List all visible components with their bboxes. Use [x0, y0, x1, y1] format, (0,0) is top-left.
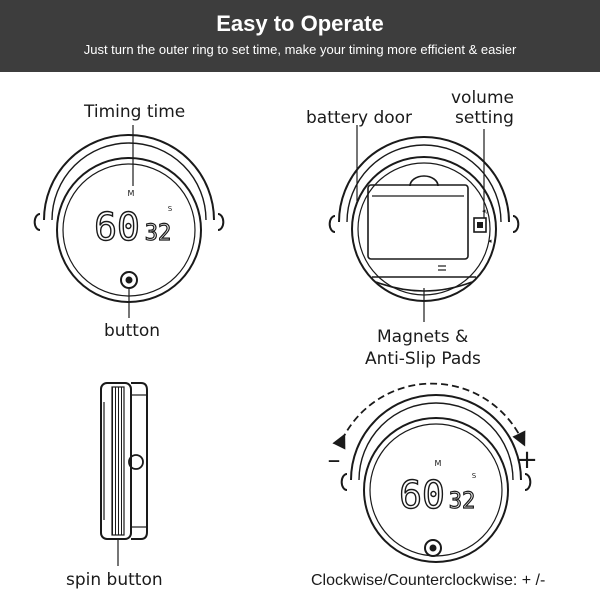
rotate-seconds-unit: S — [471, 472, 477, 480]
volume-setting-label-line2: setting — [455, 108, 514, 128]
rotate-seconds-display: 32 — [448, 489, 476, 514]
rotate-minutes-unit: M — [434, 459, 442, 468]
volume-high-icon: ◂) — [482, 207, 489, 215]
spin-button-label: spin button — [66, 570, 163, 590]
volume-setting-label-line1: volume — [451, 88, 514, 108]
plus-sign: + — [516, 445, 538, 475]
front-seconds-unit: S — [167, 205, 173, 213]
magnets-label-line1: Magnets & — [377, 327, 469, 347]
rotate-minutes-display: 60 — [399, 473, 445, 517]
knurled-ring[interactable] — [112, 387, 124, 535]
front-minutes-unit: M — [127, 189, 135, 198]
magnets-label-line2: Anti-Slip Pads — [365, 349, 481, 369]
battery-door-label: battery door — [306, 108, 413, 128]
timing-time-label: Timing time — [84, 102, 186, 122]
volume-low-icon: ◂ — [488, 237, 492, 245]
back-view-timer — [330, 125, 519, 322]
front-button-dot[interactable] — [126, 277, 133, 284]
page-subtitle: Just turn the outer ring to set time, make your timing more efficient & easier — [83, 42, 517, 57]
rotation-caption: Clockwise/Counterclockwise: + /- — [311, 572, 546, 589]
button-label: button — [104, 321, 161, 341]
side-view-timer — [101, 383, 147, 566]
front-minutes-display: 60 — [94, 205, 140, 249]
rotate-button-dot[interactable] — [430, 545, 437, 552]
front-seconds-display: 32 — [144, 221, 172, 246]
page-title: Easy to Operate — [216, 11, 384, 36]
minus-sign: – — [327, 445, 341, 475]
